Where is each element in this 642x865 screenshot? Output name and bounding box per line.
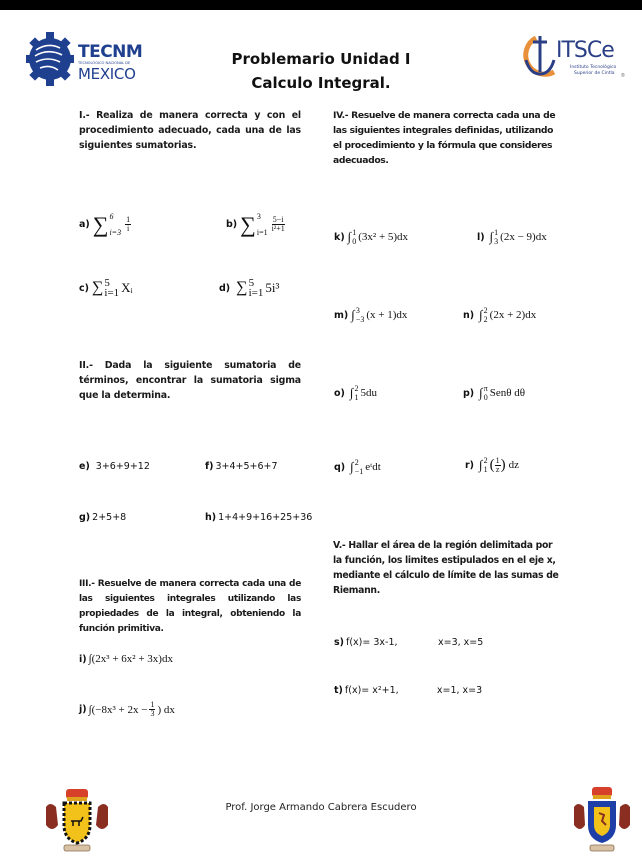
paren-close: ) (500, 456, 506, 473)
section-1-heading: I.- Realiza de manera correcta y con el procedimiento adecuado, cada una de las siguientes sumatorias. (79, 110, 301, 151)
denominator: i (126, 224, 130, 233)
fraction (272, 216, 285, 233)
sigma-term: 5i³ (265, 280, 280, 295)
function-expression: f(x)= 3x-1, (346, 637, 398, 648)
title-line-1: Problemario Unidad I (231, 50, 411, 68)
lower-limit: 3 (494, 237, 499, 246)
lower-limit: i=1 (256, 228, 268, 237)
exercise-o (334, 384, 377, 402)
sigma-term: Xᵢ (121, 280, 133, 295)
coat-of-arms-right-icon (570, 783, 634, 855)
series-expression: 3+4+5+6+7 (215, 461, 278, 472)
upper-limit: 2 (354, 458, 359, 467)
integral-sign: ∫ (349, 385, 354, 400)
exercise-label: d) (219, 282, 231, 294)
integral-limits (356, 306, 365, 324)
integral-limits (352, 228, 356, 246)
numerator: 1 (126, 215, 131, 224)
exercise-n (463, 306, 536, 324)
crest-right (570, 783, 634, 855)
anchor-icon (518, 32, 558, 80)
exercise-label: t) (334, 685, 343, 696)
exercise-label: p) (463, 387, 475, 399)
integrand: (3x² + 5)dx (358, 231, 409, 243)
lower-limit: i=1 (104, 287, 120, 299)
sigma-symbol: ∑ (91, 279, 104, 296)
upper-limit: 2 (483, 456, 488, 465)
registered-mark: ® (621, 73, 625, 79)
exercise-r (465, 456, 519, 474)
exercise-h (205, 512, 312, 523)
upper-limit: 6 (109, 212, 114, 221)
integral-limits (494, 228, 498, 246)
integrand: (2x + 2)dx (489, 309, 537, 321)
itsce-subtext-2: Superior de Cintla (574, 71, 615, 76)
exercise-k (334, 228, 408, 246)
series-expression: 2+5+8 (92, 512, 127, 523)
upper-limit: 5 (104, 277, 110, 289)
integral-sign: ∫ (351, 307, 355, 322)
exercise-g (79, 512, 126, 523)
series-expression: 3+6+9+12 (95, 461, 150, 472)
section-3-heading: III.- Resuelve de manera correcta cada una de las siguientes integrales utilizando las propiedades de la integral, obteniendo la función primitiva. (79, 579, 301, 634)
exercise-c (79, 278, 133, 298)
lower-limit: −3 (355, 315, 365, 324)
upper-limit: 2 (354, 384, 359, 393)
integral-limits (484, 456, 488, 474)
itsce-subtext-1: Instituto Tecnológico (570, 65, 617, 70)
exercise-label: k) (334, 231, 345, 243)
integrand: dz (508, 459, 519, 471)
exercise-label: n) (463, 309, 475, 321)
sigma-symbol: ∑ (240, 211, 256, 237)
integrand: (x + 1)dx (366, 309, 408, 321)
numerator: 5−i (272, 215, 284, 224)
integral-sign: ∫ (350, 459, 354, 474)
integral-expression: ∫(2x³ + 6x² + 3x)dx (88, 653, 173, 665)
exercise-d (219, 278, 279, 298)
lower-limit: i=1 (248, 287, 264, 299)
integral-sign: ∫ (479, 385, 483, 400)
sigma-limits (104, 278, 119, 298)
upper-limit: 1 (494, 228, 499, 237)
exercise-a (79, 212, 133, 237)
crest-left (40, 785, 114, 855)
integrand: (2x − 9)dx (500, 231, 547, 243)
section-4-heading: IV.- Resuelve de manera correcta cada una de las siguientes integrales definidas, utilizando el procedimiento y la fórmula que consideres adecuados. (333, 110, 556, 166)
integral-sign: ∫ (347, 229, 352, 244)
tecnm-subtext: TECNOLÓGICO NACIONAL DE (78, 61, 131, 65)
tecnm-logo (26, 28, 146, 90)
upper-limit: 3 (256, 212, 261, 221)
lower-limit: 1 (483, 465, 488, 474)
upper-limit: 5 (248, 277, 255, 289)
section-5-heading: V.- Hallar el área de la región delimitada por la función, los limites estipulados en el eje x, mediante el cálculo de límite de las sumas de Riemann. (333, 540, 559, 596)
numerator: 1 (495, 455, 500, 465)
integral-sign: ∫ (479, 307, 483, 322)
integral-limits (484, 384, 488, 402)
integral-expression-start: ∫(−8x³ + 2x − (88, 703, 148, 716)
exercise-b (226, 212, 287, 237)
section-2-heading: II.- Dada la siguiente sumatoria de términos, encontrar la sumatoria sigma que la determina. (79, 360, 301, 401)
exercise-q (334, 458, 381, 476)
exercise-label: i) (79, 653, 87, 665)
exercise-label: j) (79, 704, 87, 715)
exercise-e (79, 461, 150, 472)
lower-limit: 1 (354, 393, 359, 402)
denominator: z (495, 464, 500, 474)
exercise-label: q) (334, 461, 346, 473)
exercise-j (79, 701, 175, 718)
exercise-label: o) (334, 387, 345, 399)
fraction (125, 216, 131, 233)
denominator: i²+1 (271, 224, 285, 233)
exercise-label: f) (205, 461, 214, 472)
sigma-symbol: ∑ (236, 279, 248, 296)
exercise-t (334, 685, 482, 696)
sigma-limits (257, 212, 268, 237)
integral-expression-end: ) dx (157, 703, 175, 716)
itsce-text: ITSCe (556, 38, 614, 63)
itsce-logo (518, 32, 638, 90)
integrand: Senθ dθ (489, 387, 526, 399)
integral-limits (355, 458, 364, 476)
interval-limits: x=1, x=3 (436, 685, 483, 696)
title-line-2: Calculo Integral. (251, 74, 391, 92)
lower-limit: i=3 (109, 228, 122, 237)
exercise-label: l) (477, 231, 485, 243)
author-name: Prof. Jorge Armando Cabrera Escudero (225, 802, 417, 813)
exercise-s (334, 637, 483, 648)
lower-limit: 0 (352, 237, 357, 246)
integrand: 5du (360, 387, 377, 399)
function-expression: f(x)= x²+1, (344, 685, 399, 696)
upper-limit: 2 (483, 306, 488, 315)
exercise-l (477, 228, 547, 246)
paren-open: ( (489, 456, 495, 473)
exercise-label: e) (79, 461, 90, 472)
sigma-symbol: ∑ (92, 211, 109, 237)
exercise-m (334, 306, 407, 324)
interval-limits: x=3, x=5 (438, 637, 484, 648)
exercise-i (79, 653, 173, 665)
page-title (200, 50, 442, 92)
exercise-label: h) (205, 512, 217, 523)
lower-limit: 2 (483, 315, 488, 324)
tecnm-country: MEXICO (78, 65, 136, 83)
fraction (149, 701, 155, 718)
integral-sign: ∫ (489, 229, 494, 244)
numerator: 1 (150, 700, 155, 709)
lower-limit: 0 (483, 393, 488, 402)
exercise-f (205, 461, 278, 472)
exercise-label: c) (79, 282, 89, 294)
exercise-label: m) (334, 309, 349, 321)
integral-limits (354, 384, 358, 402)
integrand: eᵗdt (365, 461, 381, 473)
integral-limits (484, 306, 488, 324)
coat-of-arms-left-icon (40, 785, 114, 855)
exercise-label: a) (79, 219, 90, 230)
exercise-label: g) (79, 512, 91, 523)
sigma-limits (249, 278, 264, 298)
series-expression: 1+4+9+16+25+36 (218, 512, 313, 523)
sigma-limits (109, 212, 121, 237)
exercise-p (463, 384, 525, 402)
tecnm-text: TECNM (78, 42, 143, 62)
upper-limit: 3 (355, 306, 360, 315)
integral-sign: ∫ (479, 457, 483, 472)
exercise-label: r) (465, 459, 475, 471)
upper-limit: 1 (352, 228, 357, 237)
upper-limit: π (483, 384, 488, 393)
denominator: 3 (150, 709, 155, 718)
lower-limit: −1 (354, 467, 364, 476)
exercise-label: s) (334, 637, 344, 648)
top-black-bar (0, 0, 642, 10)
exercise-label: b) (226, 219, 238, 230)
